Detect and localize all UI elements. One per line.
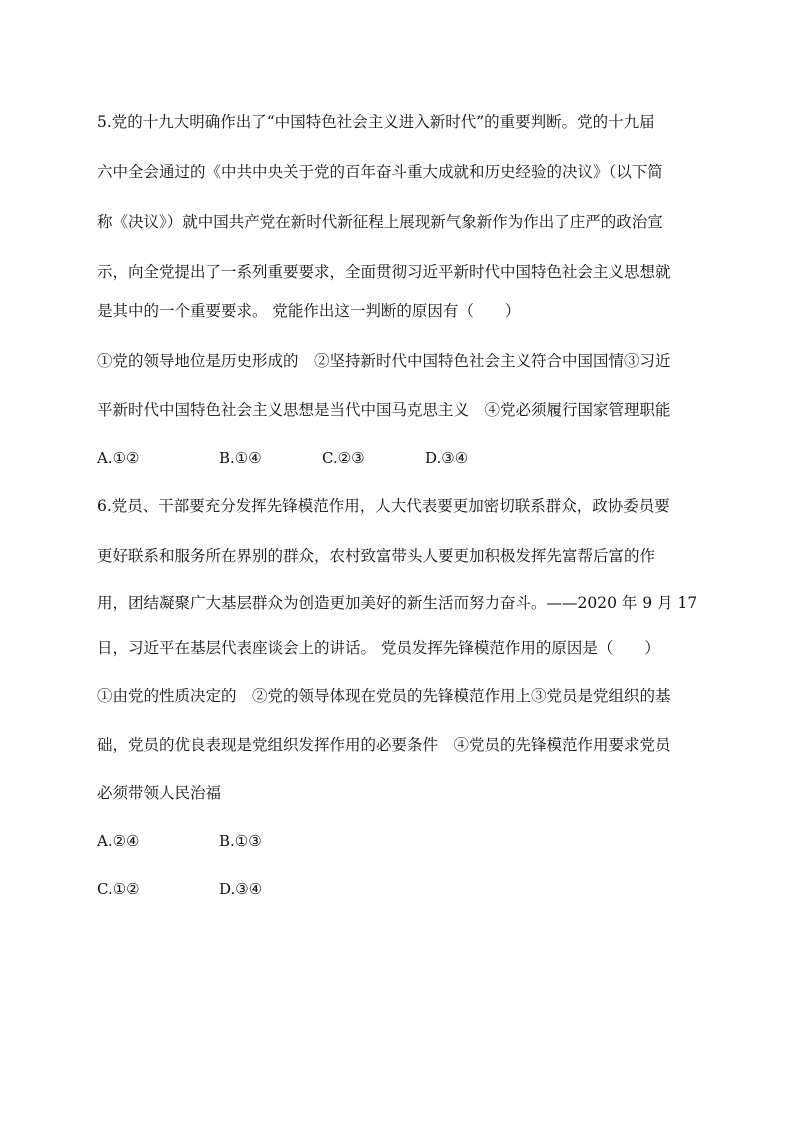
q5-stem-line-1: 5.党的十九大明确作出了“中国特色社会主义进入新时代”的重要判断。党的十九届 <box>97 113 655 131</box>
q6-option-b[interactable]: B.①③ <box>219 832 262 850</box>
q6-option-a[interactable]: A.②④ <box>97 832 140 850</box>
q5-stem-line-2: 六中全会通过的《中共中央关于党的百年奋斗重大成就和历史经验的决议》（以下简 <box>97 163 663 181</box>
q5-statement-line-1: ①党的领导地位是历史形成的 ②坚持新时代中国特色社会主义符合中国国情③习近 <box>97 352 671 370</box>
q6-stem-line-4: 日，习近平在基层代表座谈会上的讲话。 党员发挥先锋模范作用的原因是（ ） <box>97 639 660 657</box>
q6-statement-line-3: 必须带领人民治福 <box>97 784 222 802</box>
q5-option-c[interactable]: C.②③ <box>322 449 365 467</box>
q6-stem-line-3: 用，团结凝聚广大基层群众为创造更加美好的新生活而努力奋斗。——2020 年 9 月 17 <box>97 594 698 612</box>
q6-stem-line-2: 更好联系和服务所在界别的群众，农村致富带头人要更加积极发挥先富帮后富的作 <box>97 547 656 565</box>
q5-option-b[interactable]: B.①④ <box>219 449 262 467</box>
q6-statement-line-2: 础，党员的优良表现是党组织发挥作用的必要条件 ④党员的先锋模范作用要求党员 <box>97 736 671 754</box>
q5-option-a[interactable]: A.①② <box>97 449 140 467</box>
q5-stem-line-3: 称《决议》）就中国共产党在新时代新征程上展现新气象新作为作出了庄严的政治宣 <box>97 213 663 231</box>
q6-statement-line-1: ①由党的性质决定的 ②党的领导体现在党员的先锋模范作用上③党员是党组织的基 <box>97 687 671 705</box>
q6-stem-line-1: 6.党员、干部要充分发挥先锋模范作用，人大代表要更加密切联系群众，政协委员要 <box>97 497 670 515</box>
q6-option-d[interactable]: D.③④ <box>219 880 263 898</box>
q5-option-d[interactable]: D.③④ <box>425 449 469 467</box>
q5-stem-line-4: 示，向全党提出了一系列重要要求，全面贯彻习近平新时代中国特色社会主义思想就 <box>97 263 671 281</box>
q5-stem-line-5: 是其中的一个重要要求。 党能作出这一判断的原因有（ ） <box>97 302 521 320</box>
q5-statement-line-2: 平新时代中国特色社会主义思想是当代中国马克思主义 ④党必须履行国家管理职能 <box>97 401 671 419</box>
q6-option-c[interactable]: C.①② <box>97 880 140 898</box>
